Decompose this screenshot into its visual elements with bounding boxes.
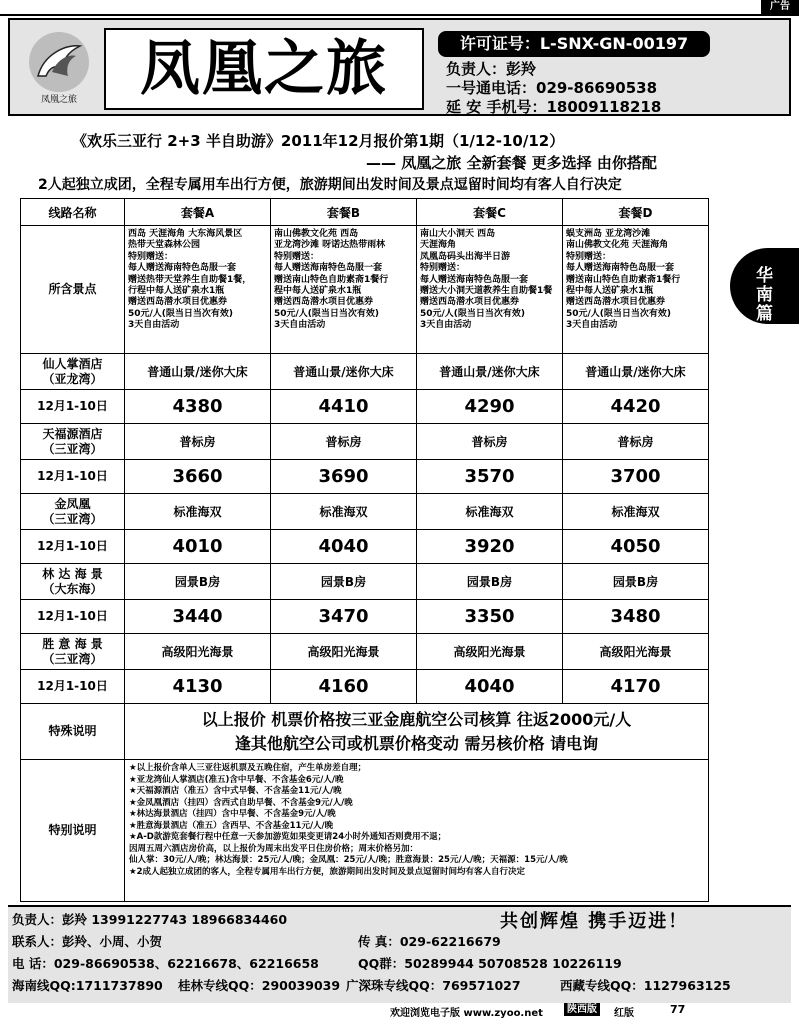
text-line: 行程中每人送矿泉水1瓶 [128,286,225,297]
footer-slogan: 共创辉煌 携手迈进！ [500,911,689,932]
footer-fax: 传 真：029-62216679 [358,934,501,949]
offer-title: 《欢乐三亚行 2+3 半自助游》2011年12月报价第1期（1/12-10/12） [72,132,565,150]
red-edition: 红版 [614,1008,634,1019]
spots-cell [271,226,417,354]
footer-phone: 电 话：029-86690538、62216678、62216658 [12,956,319,971]
page-number: 77 [670,1003,686,1016]
text-line: 3天自由活动 [274,320,326,331]
room-type: 普标房 [417,424,563,460]
text-line: ★A-D款游览套餐行程中任意一天参加游览如果变更请24小时外通知否则费用不退； [129,832,447,842]
footer-qq-group: QQ群：50289944 50708528 10226119 [358,956,622,971]
room-type: 园景B房 [125,564,271,600]
notes-cell [125,760,709,902]
text-line: 热带天堂森林公园 [128,240,201,251]
room-type: 普通山景/迷你大床 [417,354,563,390]
room-type: 园景B房 [563,564,709,600]
top-rule [0,14,799,16]
text-line: ★2成人起独立成团的客人，全程专属用车出行方便，旅游期间出发时间及景点逗留时间均有客人自行决定 [129,866,526,877]
text-line: 南山大小洞天 西岛 [420,229,496,239]
text-line: ★胜意海景酒店（准五）含西早、不含基金11元/人/晚 [129,820,334,831]
price-cell: 4050 [563,530,709,564]
package-header: 套餐D [563,199,709,226]
text-line: ★金凤凰酒店（挂四）含西式自助早餐、不含基金9元/人/晚 [129,797,353,808]
price-row [21,460,709,494]
text-line: 赠送西岛潜水项目优惠券 [420,297,520,308]
hotel-name: 天福源酒店 （三亚湾） [21,424,125,460]
text-line: 每人赠送海南特色岛服一套 [128,263,237,274]
text-line: 仙人掌：30元/人/晚；林达海景：25元/人/晚；金凤凰：25元/人/晚；胜意海景：25元/人/晚；天福源：15元/人/晚 [129,855,568,865]
phoenix-logo-icon [18,24,100,108]
text-line: 赠送西岛潜水项目优惠券 [274,297,374,308]
text-line: 赠送热带天堂养生自助餐1餐， [128,274,252,285]
room-row [21,354,709,390]
room-type: 标准海双 [417,494,563,530]
price-cell: 3660 [125,460,271,494]
price-cell: 4380 [125,390,271,424]
text-line: 赠送南山特色自助素斋1餐行 [274,274,389,285]
price-row [21,390,709,424]
text-line: 赠送南山特色自助素斋1餐行 [566,274,681,285]
price-cell: 3690 [271,460,417,494]
price-cell: 3480 [563,600,709,634]
text-line: 3天自由活动 [420,320,472,331]
date-range: 12月1-10日 [21,460,125,494]
table-header-row [21,199,709,226]
price-cell: 3920 [417,530,563,564]
spots-cell [417,226,563,354]
price-cell: 3470 [271,600,417,634]
room-row [21,494,709,530]
price-row [21,530,709,564]
hotel-name: 仙人掌酒店 （亚龙湾） [21,354,125,390]
price-cell: 3700 [563,460,709,494]
footer-qq-guilin: 桂林专线QQ：290039039 [178,978,341,993]
room-type: 普通山景/迷你大床 [125,354,271,390]
date-range: 12月1-10日 [21,390,125,424]
text-line: ★亚龙湾仙人掌酒店(准五)含中早餐、不含基金6元/人/晚 [129,774,344,785]
room-type: 普通山景/迷你大床 [271,354,417,390]
ad-tag: 广告 [761,0,799,14]
package-header: 套餐A [125,199,271,226]
price-cell: 4170 [563,670,709,704]
room-type: 高级阳光海景 [125,634,271,670]
text-line: 特别赠送： [274,251,320,262]
room-type: 高级阳光海景 [417,634,563,670]
footer-manager: 负责人：彭羚 13991227743 18966834460 [12,912,288,927]
price-cell: 4010 [125,530,271,564]
text-line: ★林达海景酒店（挂四）含中早餐、不含基金9元/人/晚 [129,809,336,819]
text-line: 50元/人(限当日当次有效) [128,308,234,319]
contact-line-1: 负责人：彭羚 [446,60,537,78]
text-line: 亚龙湾沙滩 呀诺达热带雨林 [274,240,386,251]
notes-row [21,760,709,902]
price-row [21,600,709,634]
price-cell: 4420 [563,390,709,424]
text-line: 每人赠送海南特色岛服一套 [274,263,383,274]
text-line: 50元/人(限当日当次有效) [274,308,380,319]
special-text: 以上报价 机票价格按三亚金鹿航空公司核算 往返2000元/人 逢其他航空公司或机票价格变动 需另核价格 请电询 [125,704,709,760]
text-line: 程中每人送矿泉水1瓶 [274,286,362,297]
room-type: 园景B房 [417,564,563,600]
text-line: 每人赠送海南特色岛服一套 [420,274,529,285]
date-range: 12月1-10日 [21,600,125,634]
text-line: 因周五周六酒店房价高，以上报价为周末出发平日住房价格；周末价格另加： [129,843,419,854]
text-line: 凤凰岛码头出海半日游 [420,251,511,262]
text-line: 天涯海角 [420,240,457,251]
text-line: 3天自由活动 [128,320,180,331]
spots-label: 所含景点 [21,226,125,354]
price-cell: 4130 [125,670,271,704]
price-cell: 4410 [271,390,417,424]
text-line: 程中每人送矿泉水1瓶 [566,286,654,297]
price-cell: 4160 [271,670,417,704]
footer-qq-tibet: 西藏专线QQ：1127963125 [560,978,731,993]
price-row [21,670,709,704]
text-line: 蜈支洲岛 亚龙湾沙滩 [566,229,651,239]
hotel-name: 林 达 海 景 （大东海） [21,564,125,600]
special-label: 特殊说明 [21,704,125,760]
room-type: 标准海双 [271,494,417,530]
edition-badge: 陕西版 [564,1003,600,1016]
footer-qq-hainan: 海南线QQ:1711737890 [12,978,163,993]
footer-contacts: 联系人：彭羚、小周、小贺 [12,934,163,949]
hotel-name: 胜 意 海 景 （三亚湾） [21,634,125,670]
text-line: 西岛 天涯海角 大东海风景区 [128,229,243,239]
brand-title: 凤凰之旅 [104,28,424,110]
room-row [21,564,709,600]
notes-label: 特别说明 [21,760,125,902]
special-row [21,704,709,760]
price-table [20,198,709,902]
text-line: 50元/人(限当日当次有效) [566,308,672,319]
text-line: 特别赠送： [128,251,174,262]
room-type: 普标房 [271,424,417,460]
side-tab-char: 南 [756,285,773,305]
package-header: 套餐B [271,199,417,226]
license-badge: 许可证号：L-SNX-GN-00197 [438,31,710,57]
package-header: 套餐C [417,199,563,226]
room-type: 高级阳光海景 [271,634,417,670]
text-line: ★以上报价含单人三亚往返机票及五晚住宿，产生单房差自理； [129,763,367,773]
text-line: 赠送大小洞天道教养生自助餐1餐 [420,286,553,297]
text-line: 赠送西岛潜水项目优惠券 [566,297,666,308]
spots-row [21,226,709,354]
room-type: 普标房 [125,424,271,460]
room-type: 普标房 [563,424,709,460]
offer-subtitle: —— 凤凰之旅 全新套餐 更多选择 由你搭配 [366,154,657,172]
price-cell: 3350 [417,600,563,634]
price-cell: 4040 [417,670,563,704]
room-type: 普通山景/迷你大床 [563,354,709,390]
offer-description: 2人起独立成团，全程专属用车出行方便，旅游期间出发时间及景点逗留时间均有客人自行决定 [38,177,622,193]
text-line: 赠送西岛潜水项目优惠券 [128,297,228,308]
room-type: 高级阳光海景 [563,634,709,670]
price-cell: 4040 [271,530,417,564]
side-tab-char: 篇 [756,304,773,324]
text-line: 50元/人(限当日当次有效) [420,308,526,319]
date-range: 12月1-10日 [21,670,125,704]
text-line: 南山佛教文化苑 西岛 [274,229,359,239]
price-cell: 3570 [417,460,563,494]
logo-caption: 凤凰之旅 [40,95,78,105]
room-type: 标准海双 [563,494,709,530]
contact-line-3: 延 安 手机号：18009118218 [446,98,662,116]
side-tab-char: 华 [756,266,773,286]
footer-qq-gsz: 广深珠专线QQ：769571027 [346,978,521,993]
room-row [21,634,709,670]
text-line: ★天福源酒店（准五）含中式早餐、不含基金11元/人/晚 [129,786,342,796]
spots-cell [125,226,271,354]
price-cell: 3440 [125,600,271,634]
spots-cell [563,226,709,354]
contact-line-2: 一号通电话：029-86690538 [446,79,658,97]
region-side-tab [730,248,799,324]
text-line: 南山佛教文化苑 天涯海角 [566,240,669,251]
site-url: 欢迎浏览电子版 www.zyoo.net [390,1008,543,1019]
text-line: 特别赠送： [420,263,466,274]
date-range: 12月1-10日 [21,530,125,564]
room-type: 标准海双 [125,494,271,530]
room-row [21,424,709,460]
price-cell: 4290 [417,390,563,424]
text-line: 特别赠送： [566,251,612,262]
hotel-name: 金凤凰 （三亚湾） [21,494,125,530]
text-line: 3天自由活动 [566,320,618,331]
room-type: 园景B房 [271,564,417,600]
route-header: 线路名称 [21,199,125,226]
text-line: 每人赠送海南特色岛服一套 [566,263,675,274]
